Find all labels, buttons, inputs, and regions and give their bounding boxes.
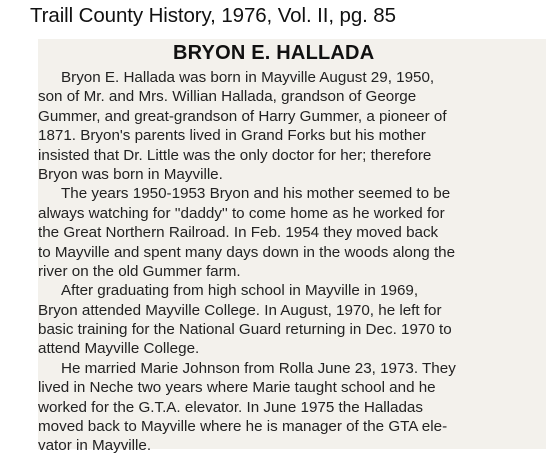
source-citation: Traill County History, 1976, Vol. II, pg. 85 — [30, 4, 396, 27]
paragraph-line: vator in Mayville. — [38, 437, 152, 455]
paragraph-line: insisted that Dr. Little was the only doctor for her; therefore — [38, 146, 432, 164]
paragraph-line: attend Mayville College. — [38, 340, 200, 358]
paragraph-line: basic training for the National Guard returning in Dec. 1970 to — [38, 321, 452, 339]
paragraph-line: son of Mr. and Mrs. Willian Hallada, grandson of George — [38, 88, 417, 106]
paragraph-line: Bryon was born in Mayville. — [38, 165, 223, 183]
paragraph-line: worked for the G.T.A. elevator. In June 1975 the Halladas — [38, 398, 423, 416]
paragraph-line: lived in Neche two years where Marie taught school and he — [38, 379, 436, 397]
paragraph-line: He married Marie Johnson from Rolla June 23, 1973. They — [61, 359, 456, 377]
paragraph-line: Bryon E. Hallada was born in Mayville August 29, 1950, — [61, 69, 435, 86]
paragraph-line: river on the old Gummer farm. — [38, 262, 241, 280]
paragraph-line: to Mayville and spent many days down in the woods along the — [38, 243, 456, 261]
article-body — [38, 68, 546, 456]
paragraph-line: moved back to Mayville where he is manager of the GTA ele- — [38, 418, 448, 436]
paragraph-line: 1871. Bryon's parents lived in Grand Forks but his mother — [38, 127, 426, 145]
paragraph-line: Gummer, and great-grandson of Harry Gummer, a pioneer of — [38, 107, 447, 125]
paragraph-line: Bryon attended Mayville College. In August, 1970, he left for — [38, 301, 442, 319]
paragraph-line: The years 1950-1953 Bryon and his mother seemed to be — [61, 185, 451, 203]
article-clipping — [38, 39, 546, 455]
article-title: BRYON E. HALLADA — [173, 42, 375, 64]
paragraph-line: the Great Northern Railroad. In Feb. 1954 they moved back — [38, 224, 439, 242]
paragraph-line: always watching for ''daddy'' to come home as he worked for — [38, 204, 445, 222]
paragraph-line: After graduating from high school in Mayville in 1969, — [61, 282, 419, 300]
